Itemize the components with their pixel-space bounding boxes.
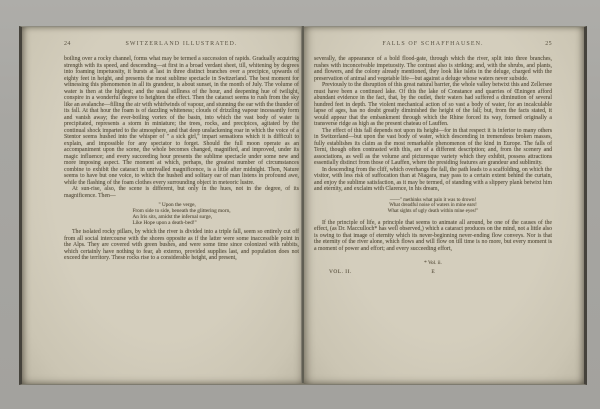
right-running-head xyxy=(314,41,552,48)
paragraph: At sun-rise, also, the scene is different, but only in the hues, not in the degree, of its magnificence. Then— xyxy=(64,186,299,199)
right-running-title: FALLS OF SCHAFFHAUSEN. xyxy=(382,41,484,47)
left-page-number: 24 xyxy=(64,41,71,47)
paragraph: If the principle of life, a principle that seems to animate all around, be one of the causes of the effect, (as Dr. Macculloch* has well observed,) which a cataract produces on the mind, not a little also is owing to that image of eternity which its never-beginning never-ending flow conveys. Nor is that the eternity of the river alone, which flows and will flow on till time is no more, but every moment is a moment of power and effort; and every succeeding effort, xyxy=(314,219,552,252)
footnote: * Vol. ii. xyxy=(424,260,442,267)
volume-signature-row xyxy=(314,269,552,275)
verse-line: " Upon the verge, xyxy=(158,202,196,208)
left-text-column xyxy=(64,41,299,374)
verse-line: What dreadful noise of waters in mine ears! xyxy=(389,203,477,209)
paragraph: The effect of this fall depends not upon its height—for in that respect it is inferior to many others in Switzerland—but upon the vast body of water, which descending in tremendous broken masses, fully establishes its claim as the most remarkable phenomenon of the kind in Europe. The falls of Terni, though often contrasted with this, are of a different description; and, from the scenery and associations, as well as the volume and picturesque variety which they exhibit, possess attractions essentially distinct from those of Lauffen, where the presiding features are grandeur and sublimity. xyxy=(314,127,552,166)
verse-quote xyxy=(314,198,552,215)
left-running-head xyxy=(64,41,299,48)
paragraph: In descending from the cliff, which overhangs the fall, the path leads to a scaffolding, on which the visitor, with less risk of suffocation than at Niagara, may pass to a certain extent behind the curtain, and enjoy the sublime satisfaction, as it may be termed, of standing with a slippery plank betwixt him and eternity, and exclaim with Clarence, in his dream, xyxy=(314,166,552,192)
right-page xyxy=(304,26,587,385)
right-body xyxy=(314,56,552,275)
left-running-title: SWITZERLAND ILLUSTRATED. xyxy=(125,41,238,47)
right-page-number: 25 xyxy=(545,41,552,47)
paragraph: The isolated rocky pillars, by which the river is divided into a triple fall, seem so entirely cut off from all social intercourse with the shores opposite as if the latter were some inaccessible point in the Alps. They are covered with green bushes, and were some time since colonized with rabbits, which certainly have nothing to fear, ab externo, provided supplies last, and population does not exceed the territory. These rocks rise to a considerable height, and present, xyxy=(64,229,299,261)
left-page xyxy=(19,26,305,385)
volume-label: VOL. II. xyxy=(329,269,352,276)
paragraph: severally, the appearance of a bold flood-gate, through which the river, split into three branches, rushes with inconceivable impetuosity. The contrast also is striking; and, with the shrubs, and plants, and flowers, and the colony already mentioned, they look like islets in the deluge, charged with the preservation of animal and vegetable life—but against a deluge whose waters never subside. xyxy=(314,56,552,82)
verse-line: Like Hope upon a death-bed!" xyxy=(132,220,197,226)
paragraph: boiling over a rocky channel, forms what may be termed a succession of rapids. Gradually acquiring strength with its speed, and descending—at first in a broad verdant sheet, till, whitening by degrees into foaming impetuosity, it bursts at last in three distinct branches over a precipice, upwards of eighty feet in height, and presents the most sublime spectacle in Switzerland. The best moment for witnessing this phenomenon in all its grandeur, is about sunset, in the month of July. The volume of water is then at the highest; and the usual stillness of the hour, and deepening hue of twilight, conspire in a wonderful degree to heighten the effect. Then the cataract seems to rush from the sky like an avalanche—filling the air with whirlwinds of vapour, and stunning the ear with the thunder of its fall. At that hour the foam is of dazzling whiteness; clouds of drizzling vapour incessantly form and vanish away; the ever-boiling vortex of the basin, into which the vast body of water is precipitated, represents a storm in miniature; the trees, rocks, and precipices, agitated by the continual shock imparted to the atmosphere, and that deep unslackening roar in which the voice of a Stentor seems hushed into the whisper of " a sick girl," impart sensations which it is difficult to explain, and impossible for any spectator to forget. Should the full moon operate as an accompaniment upon the scene, the whole becomes changed, magnified, and improved, under its magic influence; and every succeeding hour presents the sublime spectacle under some new and more imposing aspect. The moment at which, perhaps, the greatest number of circumstances combine to exhibit the cataract in unrivalled magnificence, is a little after midnight. Then, Nature seems to have but one voice, to which the hushed and solitary ear of man listens in profound awe, while the flashing of the foam clothes every surrounding object in meteoric lustre. xyxy=(64,56,299,186)
right-text-column xyxy=(314,41,552,374)
verse-line: An Iris sits, amidst the infernal surge, xyxy=(132,214,213,220)
verse-line: What sights of ugly death within mine eyes!" xyxy=(387,209,479,215)
paragraph: Previously to the disruption of this great natural barrier, the whole valley betwixt this and Zellersee must have been a continued lake. Of this the lake of Constance and quarries of Œningen afford abundant evidence in the fact, that, by the outlet, their waters had suffered a diminution of several hundred feet in depth. The violent mechanical action of so vast a body of water, for an incalculable lapse of ages, has no doubt greatly diminished the height of the fall; but, from the facts stated, it would appear that the embankment through which the Rhine forced its way, formed originally a transverse ridge as high as the present chateau of Lauffen. xyxy=(314,82,552,127)
verse-line: From side to side, beneath the glittering morn, xyxy=(132,208,231,214)
verse-quote xyxy=(132,202,230,226)
signature-mark: E xyxy=(431,269,435,276)
left-body xyxy=(64,56,299,262)
verse-line: ——" methinks what pain it was to drown! xyxy=(389,197,477,203)
